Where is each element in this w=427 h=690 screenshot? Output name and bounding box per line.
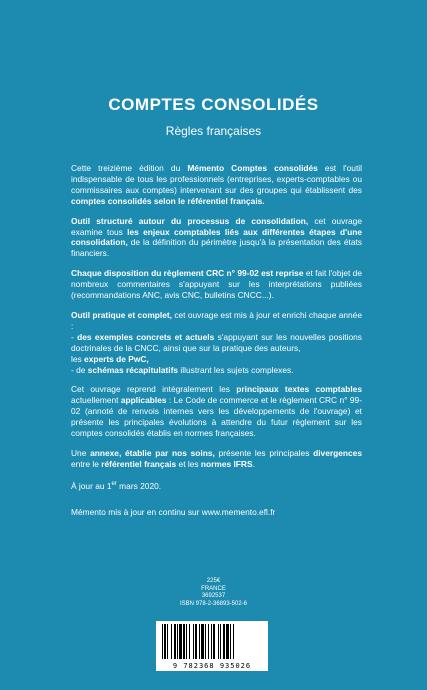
- barcode-bar: [223, 624, 225, 659]
- text-span: est l'outil indispensable de tous les professionnels (entreprises, experts-comptables ou commissaires aux comptes) intervenant sur des groupes qui établissent des: [71, 163, 363, 195]
- superscript: er: [111, 480, 117, 487]
- bold-span: schémas récapitulatifs: [87, 364, 179, 375]
- text-span: Cet ouvrage reprend intégralement les: [71, 384, 237, 395]
- text-span: de la définition du périmètre jusqu'à la présentation des états financiers.: [71, 237, 362, 259]
- paragraph-practical: [71, 310, 362, 375]
- text-span: .: [252, 458, 255, 469]
- paragraph-date: [71, 479, 362, 492]
- text-span: Une: [71, 447, 91, 458]
- barcode: [156, 621, 268, 671]
- bold-span: référentiel français: [101, 458, 177, 469]
- paragraph-texts: [71, 384, 362, 439]
- barcode-bar: [174, 624, 176, 659]
- barcode-bar: [179, 624, 182, 659]
- bold-span: comptes consolidés selon le référentiel français.: [71, 195, 265, 206]
- barcode-bar: [183, 624, 185, 659]
- barcode-bar: [189, 624, 190, 659]
- bold-span: les enjeux comptables liés aux différentes étapes d'une consolidation,: [71, 226, 362, 248]
- text-span: mars 2020.: [116, 480, 162, 491]
- text-span: illustrant les sujets complexes.: [178, 364, 294, 375]
- bold-span: Outil pratique et complet,: [71, 309, 172, 320]
- text-span: Cette treizième édition du: [71, 163, 188, 173]
- text-span: cet ouvrage examine tous: [71, 215, 362, 237]
- barcode-bar: [164, 624, 166, 659]
- barcode-bar: [171, 624, 172, 659]
- text-span: s'appuyant sur les nouvelles positions doctrinales de la CNCC, ainsi que sur la pratique des auteurs,: [71, 331, 362, 353]
- text-span: -: [71, 331, 78, 342]
- text-span: actuellement: [71, 395, 121, 406]
- barcode-bar: [199, 624, 200, 659]
- barcode-bar: [201, 624, 204, 659]
- bold-span: Chaque disposition du règlement CRC n° 99-02 est reprise: [71, 268, 304, 279]
- bold-span: annexe, établie par nos soins,: [90, 447, 215, 458]
- text-span: les: [71, 353, 85, 364]
- back-cover-text: [71, 163, 362, 527]
- barcode-bar: [205, 624, 206, 659]
- bold-span: divergences: [313, 447, 362, 458]
- text-span: À jour au 1: [71, 480, 112, 491]
- paragraph-structure: [71, 216, 362, 260]
- barcode-bar: [233, 624, 234, 659]
- bold-span: normes IFRS: [200, 458, 253, 469]
- country: FRANCE: [201, 585, 226, 592]
- barcode-bar: [230, 624, 231, 659]
- product-code: 3692537: [201, 593, 226, 600]
- paragraph-website: [71, 507, 362, 518]
- bold-span: Mémento Comptes consolidés: [187, 163, 318, 173]
- barcode-bar: [208, 624, 209, 659]
- barcode-bar: [220, 624, 221, 659]
- text-span: et fait l'objet de nombreux commentaires s'appuyant sur les interprétations publiées (recommandations ANC, avis CNC, bulletins CNCC...).: [71, 268, 362, 301]
- barcode-bar: [167, 624, 168, 659]
- book-subtitle: Règles françaises: [165, 124, 262, 138]
- price-info: [0, 578, 427, 608]
- barcode-bar: [195, 624, 197, 659]
- barcode-bars: [156, 621, 268, 661]
- text-span: entre le: [71, 458, 102, 469]
- bold-span: Outil structuré autour du processus de consolidation,: [71, 215, 309, 226]
- book-title: COMPTES CONSOLIDÉS: [108, 95, 319, 114]
- barcode-bar: [213, 624, 215, 659]
- barcode-bar: [186, 624, 187, 659]
- text-span: Mémento mis à jour en continu sur www.memento.efl.fr: [71, 507, 276, 518]
- barcode-bar: [193, 624, 194, 659]
- barcode-digits: 9 782368 935026: [172, 662, 252, 670]
- isbn: ISBN 978-2-36893-502-6: [179, 600, 248, 607]
- price: 225€: [206, 578, 221, 584]
- bold-span: principaux textes comptables: [236, 384, 362, 395]
- text-span: : Le Code de commerce et le règlement CRC n° 99-02 (annoté de renvois internes vers les développements de l'ouvrage) et présente les principales évolutions à attendre du futur règlement sur les comptes consolidés établis en normes françaises.: [71, 395, 362, 439]
- bold-span: experts de PwC,: [84, 353, 149, 364]
- barcode-bar: [177, 624, 178, 659]
- text-span: présente les principales: [214, 447, 314, 458]
- barcode-bar: [211, 624, 212, 659]
- barcode-bar: [226, 624, 229, 659]
- bold-span: applicables: [120, 395, 167, 406]
- bold-span: des exemples concrets et actuels: [77, 331, 215, 342]
- barcode-bar: [162, 624, 163, 659]
- text-span: cet ouvrage est mis à jour et enrichi chaque année :: [71, 309, 362, 331]
- paragraph-annex: [71, 448, 362, 470]
- paragraph-regulation: [71, 268, 362, 301]
- paragraph-intro: [71, 163, 362, 207]
- text-span: et les: [176, 458, 201, 469]
- barcode-bar: [218, 624, 219, 659]
- text-span: - de: [71, 364, 88, 375]
